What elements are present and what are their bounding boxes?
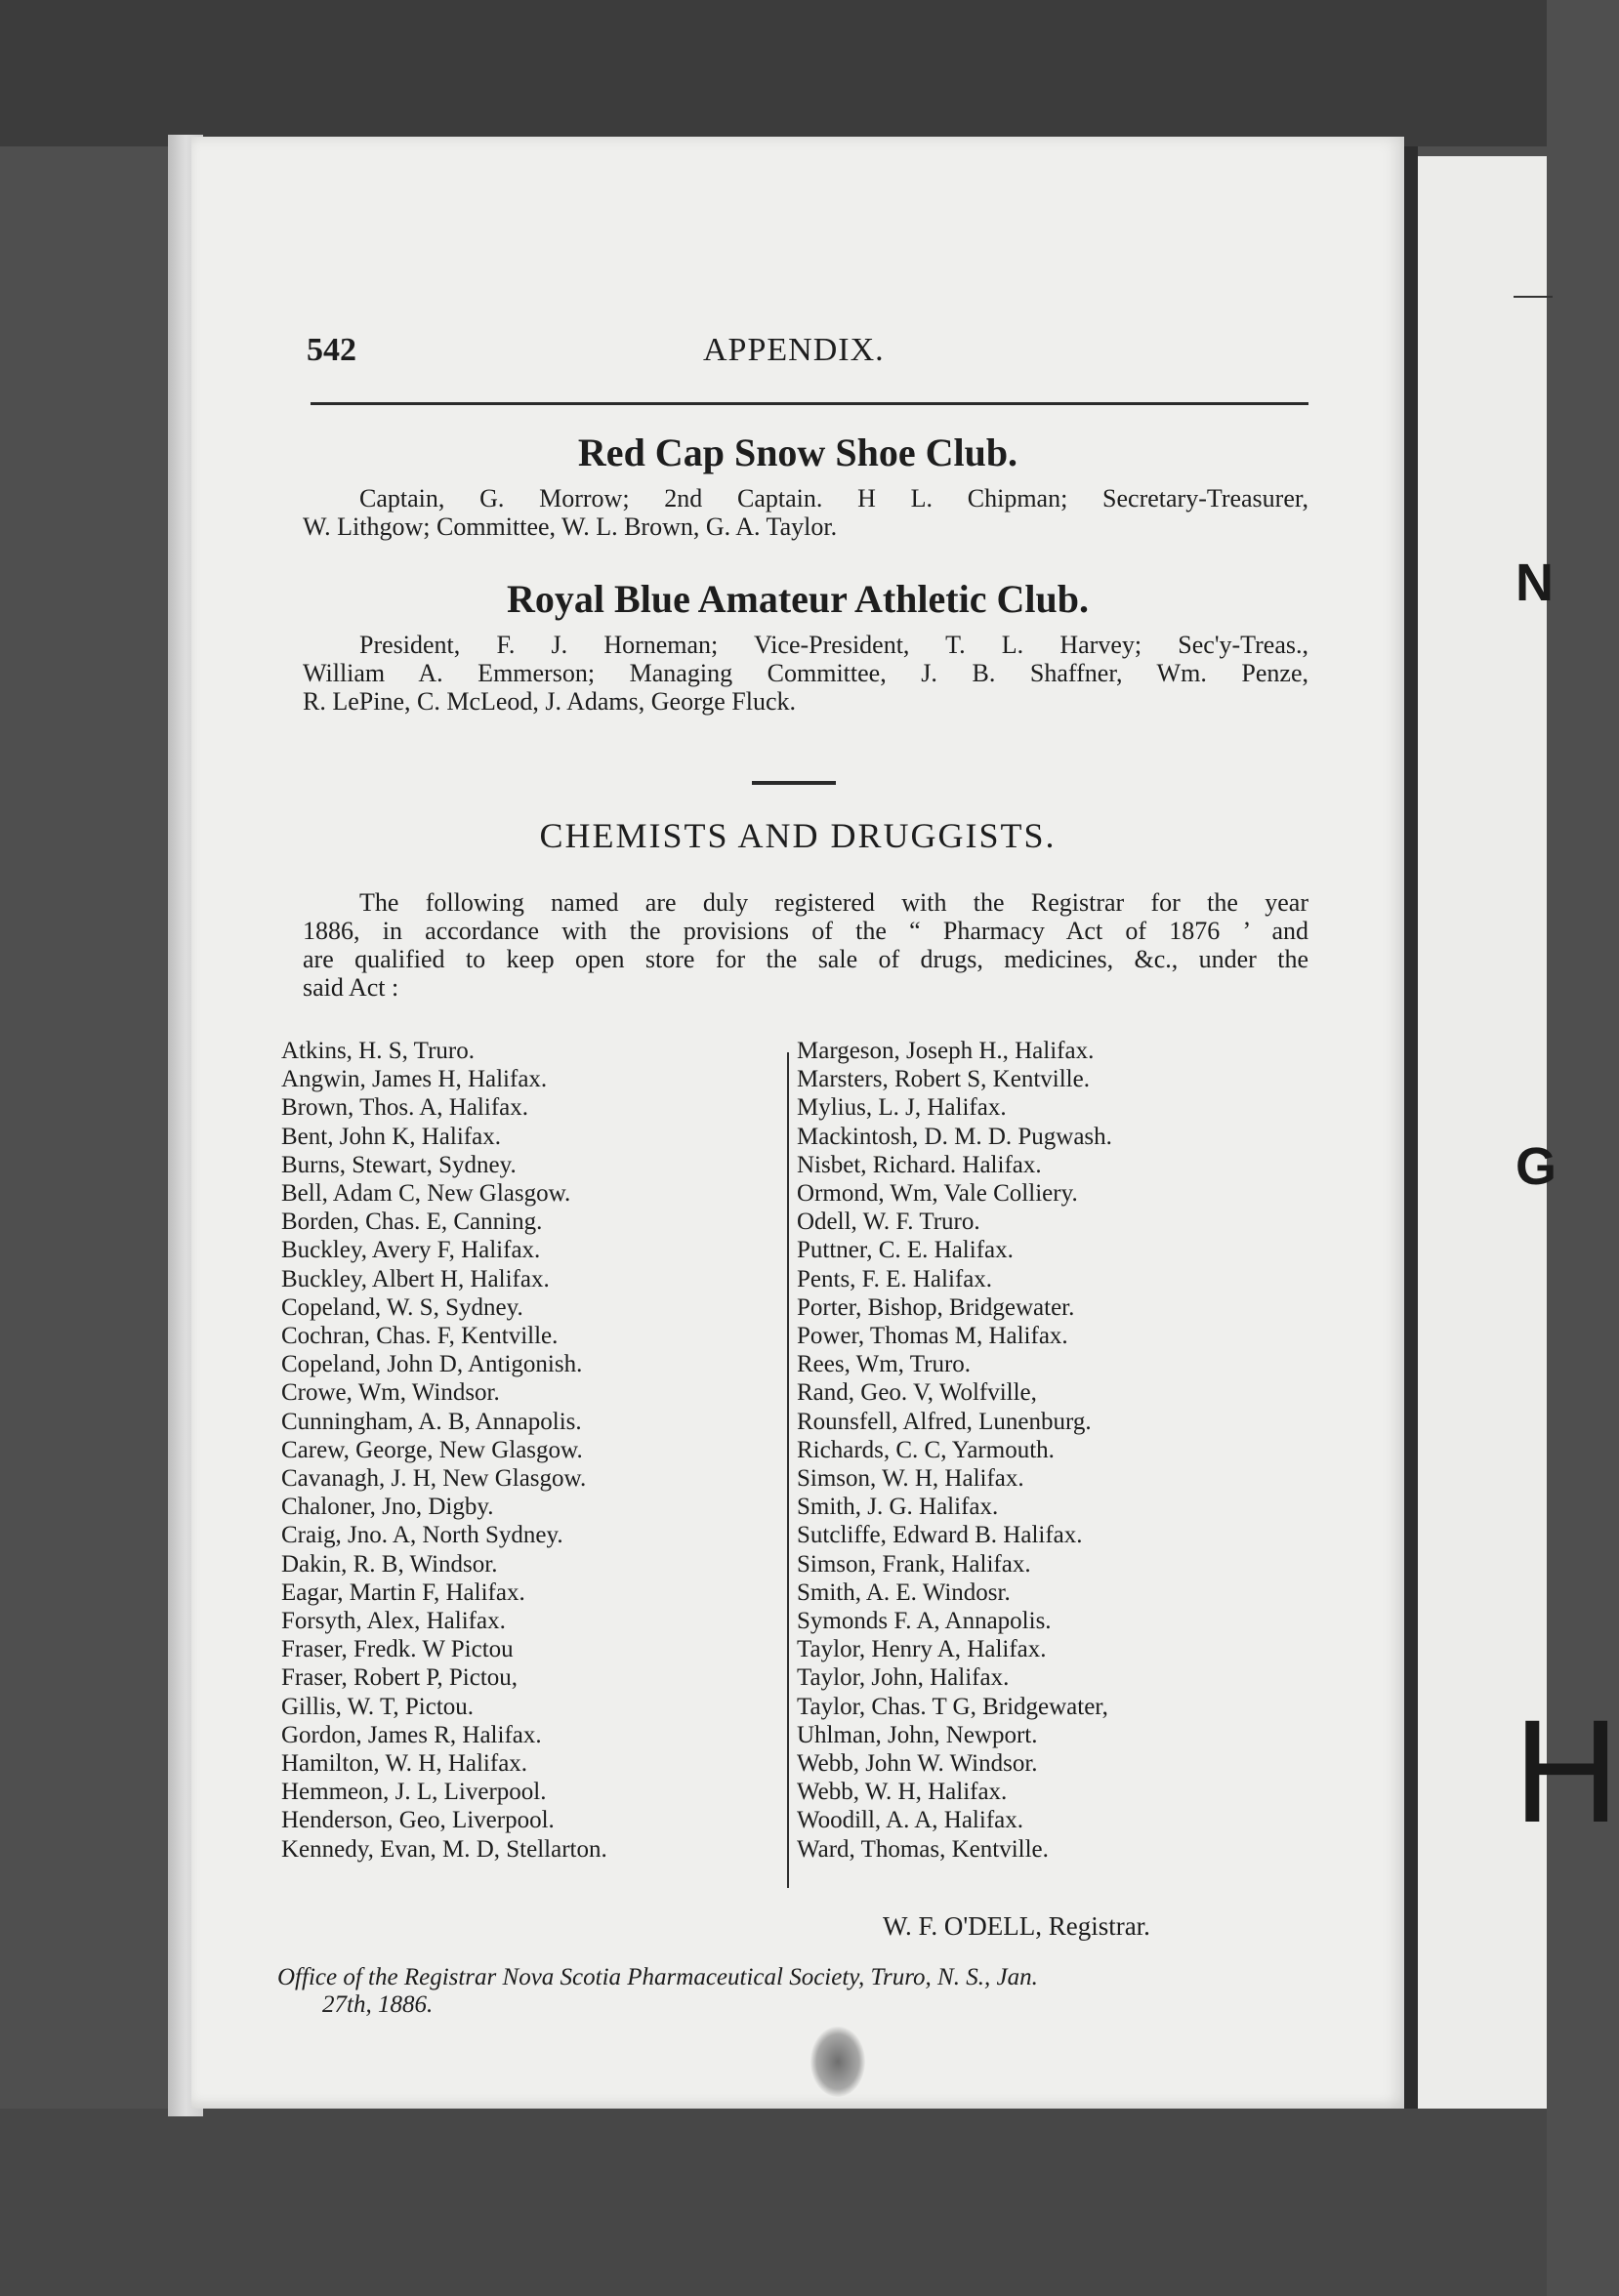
druggist-entry: Fraser, Robert P, Pictou,	[281, 1664, 519, 1692]
section-intro	[303, 888, 1308, 1002]
druggist-entry: Borden, Chas. E, Canning.	[281, 1209, 543, 1236]
druggist-entry: Sutcliffe, Edward B. Halifax.	[797, 1522, 1083, 1549]
druggist-entry: Mackintosh, D. M. D. Pugwash.	[797, 1123, 1112, 1150]
paragraph-line: said Act :	[303, 973, 399, 1002]
paragraph-line: President, F. J. Horneman; Vice-President, T. L. Harvey; Sec'y-Treas.,	[359, 631, 1308, 659]
running-head-title: APPENDIX.	[703, 332, 885, 368]
scanner-background-top	[0, 0, 1547, 146]
book-gutter	[1404, 146, 1418, 2109]
druggist-entry: Chaloner, Jno, Digby.	[281, 1494, 494, 1521]
druggist-entry: Angwin, James H, Halifax.	[281, 1066, 548, 1093]
book-page	[191, 137, 1404, 2109]
druggist-entry: Symonds F. A, Annapolis.	[797, 1608, 1052, 1635]
druggist-entry: Buckley, Albert H, Halifax.	[281, 1265, 550, 1292]
druggist-entry: Porter, Bishop, Bridgewater.	[797, 1293, 1075, 1321]
paragraph-line: W. Lithgow; Committee, W. L. Brown, G. A. Taylor.	[303, 512, 838, 541]
druggist-entry: Ward, Thomas, Kentville.	[797, 1835, 1049, 1863]
druggist-entry: Hamilton, W. H, Halifax.	[281, 1750, 528, 1778]
adjacent-page-letter: H	[1514, 1689, 1619, 1853]
paragraph-line: 1886, in accordance with the provisions of the “ Pharmacy Act of 1876 ’ and	[303, 917, 1308, 945]
druggist-entry: Dakin, R. B, Windsor.	[281, 1550, 498, 1578]
druggist-entry: Burns, Stewart, Sydney.	[281, 1151, 517, 1178]
druggist-entry: Carew, George, New Glasgow.	[281, 1436, 583, 1463]
paragraph-line: Captain, G. Morrow; 2nd Captain. H L. Chipman; Secretary-Treasurer,	[359, 484, 1308, 512]
section-divider	[752, 781, 836, 785]
header-rule	[311, 402, 1308, 405]
club-officers-royal-blue	[303, 631, 1308, 716]
druggist-entry: Taylor, John, Halifax.	[797, 1664, 1010, 1692]
druggist-entry: Taylor, Henry A, Halifax.	[797, 1636, 1047, 1663]
druggist-entry: Bell, Adam C, New Glasgow.	[281, 1180, 571, 1208]
page-number: 542	[307, 332, 356, 368]
druggists-list-right	[797, 1037, 1112, 1864]
registrar-signature: W. F. O'DELL, Registrar.	[883, 1911, 1150, 1941]
druggist-entry: Nisbet, Richard. Halifax.	[797, 1151, 1042, 1178]
druggist-entry: Mylius, L. J, Halifax.	[797, 1094, 1007, 1122]
adjacent-page	[1418, 156, 1619, 2109]
druggist-entry: Copeland, John D, Antigonish.	[281, 1351, 583, 1378]
druggists-list-left	[281, 1037, 607, 1864]
paragraph-line: The following named are duly registered with the Registrar for the year	[359, 888, 1308, 917]
druggist-entry: Marsters, Robert S, Kentville.	[797, 1066, 1090, 1093]
druggist-entry: Rand, Geo. V, Wolfville,	[797, 1379, 1037, 1407]
footnote-line: 27th, 1886.	[322, 1991, 434, 2018]
druggist-entry: Simson, Frank, Halifax.	[797, 1550, 1031, 1578]
club-title-red-cap: Red Cap Snow Shoe Club.	[577, 430, 1018, 474]
adjacent-page-rule	[1514, 296, 1553, 298]
druggist-entry: Smith, A. E. Windosr.	[797, 1578, 1011, 1606]
druggist-entry: Margeson, Joseph H., Halifax.	[797, 1038, 1095, 1064]
druggist-entry: Gordon, James R, Halifax.	[281, 1721, 542, 1748]
ink-smudge	[810, 2027, 865, 2097]
druggist-entry: Kennedy, Evan, M. D, Stellarton.	[281, 1835, 607, 1863]
druggist-entry: Pents, F. E. Halifax.	[797, 1265, 993, 1292]
druggist-entry: Buckley, Avery F, Halifax.	[281, 1237, 541, 1264]
club-officers-red-cap	[303, 484, 1308, 541]
druggist-entry: Simson, W. H, Halifax.	[797, 1465, 1024, 1493]
druggist-entry: Cunningham, A. B, Annapolis.	[281, 1408, 582, 1435]
druggist-entry: Atkins, H. S, Truro.	[281, 1038, 475, 1064]
druggist-entry: Woodill, A. A, Halifax.	[797, 1807, 1023, 1834]
druggist-entry: Webb, John W. Windsor.	[797, 1750, 1038, 1778]
club-title-royal-blue: Royal Blue Amateur Athletic Club.	[507, 577, 1089, 621]
paragraph-line: R. LePine, C. McLeod, J. Adams, George Fluck.	[303, 687, 797, 716]
druggist-entry: Power, Thomas M, Halifax.	[797, 1323, 1068, 1350]
druggist-entry: Cavanagh, J. H, New Glasgow.	[281, 1465, 587, 1493]
druggist-entry: Eagar, Martin F, Halifax.	[281, 1578, 525, 1606]
druggist-entry: Gillis, W. T, Pictou.	[281, 1693, 475, 1720]
druggist-entry: Bent, John K, Halifax.	[281, 1123, 501, 1150]
column-rule	[787, 1052, 789, 1888]
druggist-entry: Cochran, Chas. F, Kentville.	[281, 1323, 559, 1350]
paragraph-line: William A. Emmerson; Managing Committee, J. B. Shaffner, Wm. Penze,	[303, 659, 1308, 687]
druggist-entry: Taylor, Chas. T G, Bridgewater,	[797, 1693, 1108, 1720]
druggist-entry: Craig, Jno. A, North Sydney.	[281, 1522, 563, 1549]
druggist-entry: Copeland, W. S, Sydney.	[281, 1293, 523, 1321]
druggist-entry: Richards, C. C, Yarmouth.	[797, 1436, 1055, 1463]
scanner-background-bottom	[0, 2109, 1547, 2296]
paragraph-line: are qualified to keep open store for the sale of drugs, medicines, &c., under the	[303, 945, 1308, 973]
druggist-entry: Ormond, Wm, Vale Colliery.	[797, 1180, 1078, 1208]
druggist-entry: Fraser, Fredk. W Pictou	[281, 1636, 514, 1663]
druggist-entry: Smith, J. G. Halifax.	[797, 1494, 999, 1521]
druggist-entry: Puttner, C. E. Halifax.	[797, 1237, 1014, 1264]
druggist-entry: Henderson, Geo, Liverpool.	[281, 1807, 555, 1834]
druggist-entry: Forsyth, Alex, Halifax.	[281, 1608, 506, 1635]
adjacent-page-letter: N	[1515, 554, 1554, 612]
druggist-entry: Uhlman, John, Newport.	[797, 1721, 1038, 1748]
druggist-entry: Crowe, Wm, Windsor.	[281, 1379, 500, 1407]
section-title: CHEMISTS AND DRUGGISTS.	[539, 816, 1057, 855]
druggist-entry: Rounsfell, Alfred, Lunenburg.	[797, 1408, 1092, 1435]
druggist-entry: Rees, Wm, Truro.	[797, 1351, 972, 1378]
druggist-entry: Webb, W. H, Halifax.	[797, 1779, 1008, 1806]
druggist-entry: Brown, Thos. A, Halifax.	[281, 1094, 528, 1122]
druggist-entry: Hemmeon, J. L, Liverpool.	[281, 1779, 547, 1806]
adjacent-page-letter: G	[1515, 1137, 1557, 1196]
footnote-line: Office of the Registrar Nova Scotia Pharmaceutical Society, Truro, N. S., Jan.	[277, 1964, 1038, 1990]
druggist-entry: Odell, W. F. Truro.	[797, 1209, 980, 1236]
